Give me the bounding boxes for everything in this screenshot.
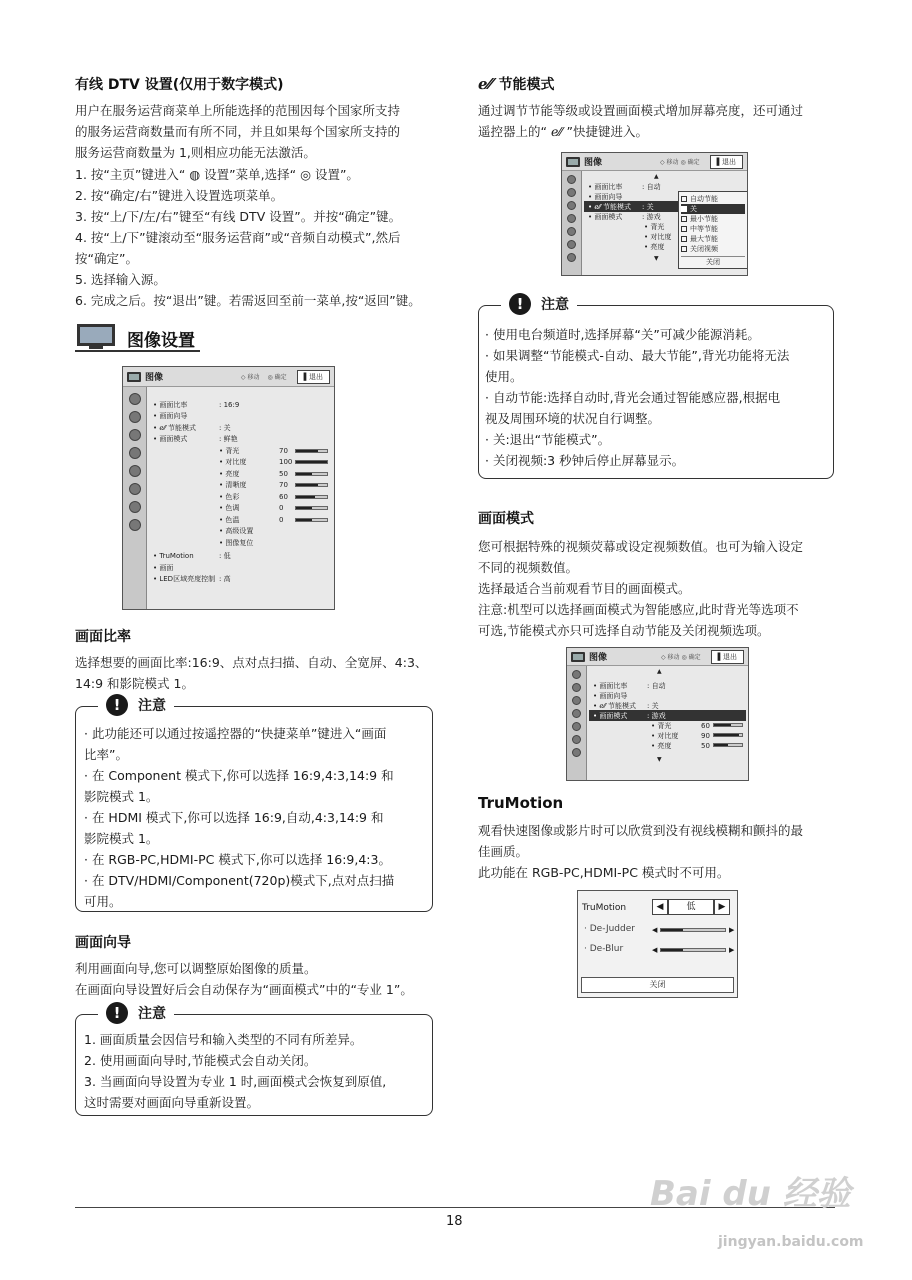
menu-row-label: • 背光: [219, 446, 240, 455]
energy-option-label: 关闭视频: [690, 245, 718, 253]
menu-row-value: 70: [279, 446, 288, 455]
menu-row-label: • ℯ⁄⁄ 节能模式: [593, 701, 637, 710]
menu-row-label: • 背光: [644, 222, 665, 231]
menu-title: 图像: [584, 158, 603, 168]
energy-option[interactable]: [681, 214, 745, 224]
menu-row-label: • 画面向导: [588, 192, 623, 201]
time-icon: [129, 447, 141, 459]
menu-row-label: • 色温: [219, 515, 240, 524]
menu-row-value: : 游戏: [642, 212, 661, 221]
energy-popup: [678, 191, 748, 269]
note-title: 注意: [138, 698, 166, 714]
menu-row[interactable]: [149, 422, 332, 433]
trumotion-value: 低: [668, 899, 714, 915]
image-settings-title: 图像设置: [127, 331, 195, 351]
menu-row-label: • 亮度: [644, 242, 665, 251]
close-button[interactable]: 关闭: [581, 977, 734, 993]
checkbox-icon: [681, 196, 687, 202]
energy-text: 通过调节节能等级或设置画面模式增加屏幕亮度，还可通过 遥控器上的“ ℯ⁄⁄ ”快捷键进入。: [478, 103, 804, 139]
note-title: 注意: [541, 297, 569, 313]
tv-icon: [127, 372, 141, 382]
menu-row-value: 0: [279, 515, 284, 524]
energy-title: 节能模式: [498, 77, 555, 93]
dejudder-label: · De-Judder: [584, 924, 635, 934]
menu-row-value: : 鲜艳: [219, 435, 238, 443]
menu-row-value: : 关: [642, 202, 654, 211]
menu-row-value: : 自动: [647, 681, 666, 690]
checkbox-icon: [681, 236, 687, 242]
lock-icon: [129, 465, 141, 477]
picture-mode-title: 画面模式: [478, 511, 534, 527]
menu-row-label: • 对比度: [651, 731, 679, 740]
deblur-right-arrow-icon[interactable]: ▶: [729, 946, 735, 954]
image-settings-header: [75, 322, 200, 352]
tv-icon: [77, 324, 115, 346]
dtv-steps: 1. 按“主页”键进入“ ◍ 设置”菜单,选择“ ◎ 设置”。 2. 按“确定/右”键进入设置选项菜单。 3. 按“上/下/左/右”键至“有线 DTV 设置”。并按“确定”键。 4. 按“上/下”键滚动至“服务运营商”或“音频自动模式”,然后 按“确定”。 5. 选择输入源。 6. 完成之后。按“退出”键。若需返回至前一菜单,按“返回”键。: [75, 167, 421, 308]
energy-option-label: 中等节能: [690, 225, 718, 233]
aspect-ratio-text: 选择想要的画面比率:16:9、点对点扫描、自动、全宽屏、4:3、 14:9 和影院模式 1。: [75, 655, 428, 691]
watermark-url: jingyan.baidu.com: [718, 1234, 864, 1250]
energy-option-label: 自动节能: [690, 195, 718, 203]
menu-row[interactable]: [149, 434, 332, 445]
energy-option[interactable]: [681, 204, 745, 214]
value-bar: [295, 472, 328, 476]
trumotion-text: 观看快速图像或影片时可以欣赏到没有视线模糊和颤抖的最 佳画质。 此功能在 RGB-PC,HDMI-PC 模式时不可用。: [478, 823, 804, 880]
menu-row-value: 60: [279, 492, 288, 501]
menu-row-value: 50: [279, 469, 288, 478]
checkbox-icon: [681, 206, 687, 212]
picture-icon: [129, 393, 141, 405]
menu-row-label: • 图像复位: [219, 538, 254, 547]
energy-menu-screenshot: [561, 152, 748, 276]
deblur-left-arrow-icon[interactable]: ◀: [652, 946, 658, 954]
note-box-wizard: ! 注意 1. 画面质量会因信号和输入类型的不同有所差异。 2. 使用画面向导时,节能模式会自动关闭。 3. 当画面向导设置为专业 1 时,画面模式会恢复到原值, 这时需要对画面向导重新设置。: [75, 1014, 433, 1116]
checkbox-icon: [681, 246, 687, 252]
menu-row-label: • TruMotion: [153, 552, 194, 560]
menu-sidebar: [562, 171, 582, 275]
aspect-ratio-title: 画面比率: [75, 629, 131, 645]
menu-row-value: : 自动: [642, 182, 661, 191]
value-bar: [713, 743, 743, 747]
picture-mode-menu-screenshot: [566, 647, 749, 781]
dtv-intro: 用户在服务运营商菜单上所能选择的范围因每个国家所支持 的服务运营商数量而有所不同，并且如果每个国家所支持的 服务运营商数量为 1,则相应功能无法激活。: [75, 103, 401, 160]
menu-row-label: • ℯ⁄⁄ 节能模式: [153, 423, 197, 432]
menu-row-label: • 对比度: [644, 232, 672, 241]
picture-wizard-title: 画面向导: [75, 935, 131, 951]
menu-hint-move: ◇ 移动: [240, 374, 260, 381]
menu-title: 图像: [145, 373, 164, 383]
value-bar: [295, 495, 328, 499]
menu-row-label: • 画面模式: [153, 435, 188, 443]
picture-wizard-text: 利用画面向导,您可以调整原始图像的质量。 在画面向导设置好后会自动保存为“画面模式”中的“专业 1”。: [75, 961, 413, 997]
menu-row-label: • 背光: [651, 721, 672, 730]
note-box-aspect: ! 注意 · 此功能还可以通过按遥控器的“快捷菜单”键进入“画面 比率”。 · 在 Component 模式下,你可以选择 16:9,4:3,14:9 和 影院模式 1。 · 在 HDMI 模式下,你可以选择 16:9,自动,4:3,14:9 和 影院模式 1。 · 在 RGB-PC,HDMI-PC 模式下,你可以选择 16:9,4:3。 · 在 DTV/HDMI/Component(720p)模式下,点对点扫描 可用。: [75, 706, 433, 912]
scroll-up-icon: ▲: [657, 668, 662, 675]
energy-option-label: 最小节能: [690, 215, 718, 223]
input-icon: [129, 501, 141, 513]
energy-option[interactable]: [681, 244, 745, 254]
menu-row[interactable]: [149, 562, 332, 573]
energy-option[interactable]: [681, 194, 745, 204]
scroll-down-icon: ▼: [657, 756, 662, 763]
menu-row[interactable]: [149, 526, 332, 537]
menu-sidebar: [567, 666, 587, 780]
menu-row-label: • 清晰度: [219, 481, 247, 489]
menu-row-label: • LED区域亮度控制: [153, 575, 216, 583]
dejudder-left-arrow-icon[interactable]: ◀: [652, 926, 658, 934]
menu-row-label: • 对比度: [219, 458, 247, 466]
menu-hint: ◇ 移动 ◎ 确定: [660, 159, 700, 166]
exit-button[interactable]: ▌退出: [711, 650, 744, 664]
menu-row-label: • 画面: [153, 563, 174, 572]
menu-row-label: • 色调: [219, 504, 240, 512]
tv-icon: [566, 157, 580, 167]
value-bar: [295, 449, 328, 453]
value-bar: [295, 506, 328, 510]
sound-icon: [129, 411, 141, 423]
menu-title: 图像: [589, 653, 608, 663]
energy-option-label: 最大节能: [690, 235, 718, 243]
value-bar: [713, 733, 743, 737]
scroll-up-icon: ▲: [654, 173, 659, 180]
menu-row[interactable]: [149, 411, 332, 422]
popup-close-button[interactable]: 关闭: [681, 256, 745, 266]
value-bar: [295, 518, 328, 522]
menu-row[interactable]: [149, 574, 332, 585]
checkbox-icon: [681, 216, 687, 222]
right-arrow-icon[interactable]: ▶: [714, 899, 730, 915]
picture-mode-text: 您可根据特殊的视频荧幕或设定视频数值。也可为输入设定 不同的视频数值。 选择最适合当前观看节目的画面模式。 注意:机型可以选择画面模式为智能感应,此时背光等选项不 可选,节能模式亦只可选择自动节能及关闭视频选项。: [478, 539, 804, 638]
trumotion-panel: [577, 890, 738, 998]
menu-row-value: 50: [701, 741, 710, 750]
trumotion-title: TruMotion: [478, 794, 564, 812]
scroll-down-icon: ▼: [654, 255, 659, 262]
menu-row-value: : 游戏: [647, 711, 666, 720]
energy-option[interactable]: [681, 234, 745, 244]
menu-row-value: 0: [279, 504, 284, 512]
menu-row-value: : 高: [219, 575, 231, 583]
menu-row-label: • 画面模式: [593, 711, 628, 720]
menu-row-label: • 画面向导: [153, 412, 188, 420]
menu-row-label: • 画面向导: [593, 691, 628, 700]
menu-row-label: • 画面比率: [588, 182, 623, 191]
menu-row-label: • 画面比率: [593, 681, 628, 690]
menu-row-value: 100: [279, 458, 293, 466]
note-title: 注意: [138, 1006, 166, 1022]
dtv-title: 有线 DTV 设置(仅用于数字模式): [75, 77, 284, 93]
picture-menu-screenshot: [122, 366, 335, 610]
menu-row[interactable]: [149, 537, 332, 548]
menu-row[interactable]: [149, 551, 332, 562]
exclamation-icon: !: [106, 1002, 128, 1024]
page-number: 18: [446, 1214, 463, 1229]
energy-option[interactable]: [681, 224, 745, 234]
menu-row-value: : 低: [219, 552, 231, 560]
energy-saving-icon: ℯ⁄⁄: [478, 75, 493, 93]
note-box-energy: ! 注意 · 使用电台频道时,选择屏幕“关”可减少能源消耗。 · 如果调整“节能模式-自动、最大节能”,背光功能将无法 使用。 · 自动节能:选择自动时,背光会通过智能感应器,根据电 视及周围环境的状况自行调整。 · 关:退出“节能模式”。 · 关闭视频:3 秒钟后停止屏幕显示。: [478, 305, 834, 479]
dejudder-slider[interactable]: [660, 928, 726, 932]
trumotion-label: TruMotion: [582, 903, 627, 913]
setup-icon: [129, 429, 141, 441]
menu-hint-ok: ◎ 确定: [267, 374, 287, 381]
menu-row-value: 90: [701, 731, 710, 740]
tv-icon: [571, 652, 585, 662]
baidu-watermark: Bai du 经验: [650, 1174, 851, 1214]
left-arrow-icon[interactable]: ◀: [652, 899, 668, 915]
support-icon: [129, 519, 141, 531]
menu-row-label: • 画面模式: [588, 212, 623, 221]
menu-row[interactable]: [149, 399, 332, 410]
menu-row-label: • 亮度: [651, 741, 672, 750]
menu-row-value: : 关: [219, 423, 231, 432]
tv-stand: [89, 346, 103, 349]
menu-row-value: 60: [701, 721, 710, 730]
menu-row-value: : 关: [647, 701, 659, 710]
exclamation-icon: !: [106, 694, 128, 716]
dejudder-right-arrow-icon[interactable]: ▶: [729, 926, 735, 934]
menu-row-label: • 画面比率: [153, 400, 188, 409]
menu-row-label: • 高级设置: [219, 527, 254, 535]
option-icon: [129, 483, 141, 495]
menu-row-value: 70: [279, 481, 288, 489]
value-bar: [713, 723, 743, 727]
deblur-slider[interactable]: [660, 948, 726, 952]
exit-button[interactable]: ▌退出: [297, 370, 330, 384]
exit-button[interactable]: ▌退出: [710, 155, 743, 169]
energy-option-label: 关: [690, 205, 697, 213]
energy-header: [478, 74, 555, 94]
menu-row-label: • 亮度: [219, 469, 240, 478]
menu-hint: ◇ 移动 ◎ 确定: [661, 654, 701, 661]
menu-row-label: • ℯ⁄⁄ 节能模式: [588, 202, 632, 211]
checkbox-icon: [681, 226, 687, 232]
menu-row-label: • 色彩: [219, 492, 240, 501]
value-bar: [295, 460, 328, 464]
value-bar: [295, 483, 328, 487]
menu-sidebar: [123, 387, 147, 609]
menu-row-value: : 16:9: [219, 400, 240, 409]
deblur-label: · De-Blur: [584, 944, 624, 954]
exclamation-icon: !: [509, 293, 531, 315]
